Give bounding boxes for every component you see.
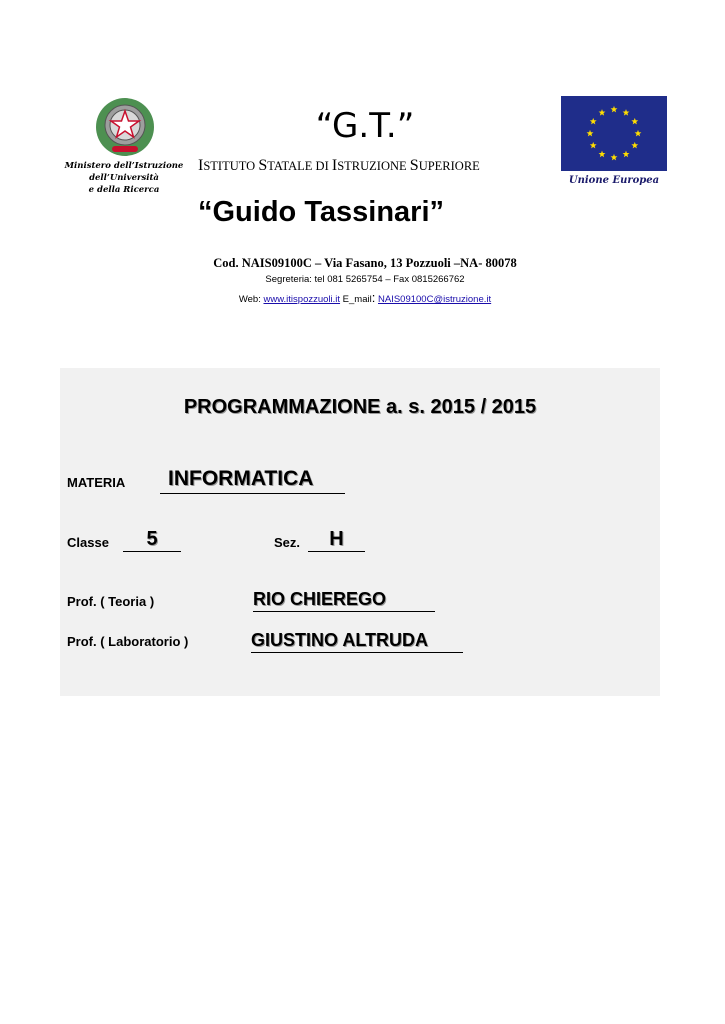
school-name: “Guido Tassinari” bbox=[198, 196, 445, 228]
segreteria-contacts: Segreteria: tel 081 5265754 – Fax 0815266762 bbox=[265, 274, 465, 285]
classe-value: 5 bbox=[123, 527, 181, 552]
ministry-line-2: dell’Università bbox=[89, 173, 159, 183]
classe-label: Classe bbox=[67, 535, 109, 550]
eu-star-icon bbox=[590, 142, 597, 149]
eu-label: Unione Europea bbox=[568, 175, 660, 186]
eu-star-icon bbox=[623, 151, 630, 158]
laboratorio-value: GIUSTINO ALTRUDA bbox=[251, 628, 463, 653]
email-prefix: E_mail bbox=[340, 294, 372, 305]
email-colon: : bbox=[371, 290, 376, 305]
web-email-line bbox=[160, 290, 570, 305]
institute-word: UPERIORE bbox=[418, 159, 480, 173]
teoria-value: RIO CHIEREGO bbox=[253, 587, 435, 612]
eu-star-icon bbox=[599, 109, 606, 116]
eu-star-icon bbox=[611, 106, 618, 113]
eu-star-icon bbox=[631, 118, 638, 125]
eu-star-icon bbox=[587, 130, 594, 137]
gt-title: “G.T.” bbox=[315, 106, 415, 146]
eu-star-icon bbox=[611, 154, 618, 161]
ministry-line-3: e della Ricerca bbox=[88, 185, 160, 195]
laboratorio-label: Prof. ( Laboratorio ) bbox=[67, 634, 189, 649]
teoria-label: Prof. ( Teoria ) bbox=[67, 594, 155, 609]
eu-star-icon bbox=[623, 109, 630, 116]
institute-initial: S bbox=[258, 157, 268, 174]
eu-star-icon bbox=[631, 142, 638, 149]
institute-initial: S bbox=[409, 157, 419, 174]
institute-name bbox=[198, 157, 538, 175]
institute-code-address: Cod. NAIS09100C – Via Fasano, 13 Pozzuoli –NA- 80078 bbox=[213, 256, 517, 270]
institute-word: STRUZIONE bbox=[337, 159, 410, 173]
email-link[interactable]: NAIS09100C@istruzione.it bbox=[378, 294, 492, 305]
sez-label: Sez. bbox=[274, 535, 301, 550]
eu-star-icon bbox=[635, 130, 642, 137]
web-prefix: Web: bbox=[238, 294, 264, 305]
institute-word: TATALE DI bbox=[267, 159, 332, 173]
ministry-caption bbox=[60, 160, 188, 196]
website-link[interactable]: www.itispozzuoli.it bbox=[263, 294, 341, 305]
institute-initial: I bbox=[331, 157, 338, 174]
institute-word: STITUTO bbox=[203, 159, 259, 173]
ministry-line-1: Ministero dell’Istruzione bbox=[64, 161, 184, 171]
italian-republic-emblem-icon bbox=[94, 96, 156, 158]
materia-label: MATERIA bbox=[67, 475, 126, 490]
materia-value: INFORMATICA bbox=[160, 465, 345, 494]
eu-flag-icon bbox=[561, 96, 667, 171]
sez-value: H bbox=[308, 527, 365, 552]
eu-star-icon bbox=[599, 151, 606, 158]
programmazione-title: PROGRAMMAZIONE a. s. 2015 / 2015 bbox=[183, 396, 537, 418]
eu-star-icon bbox=[590, 118, 597, 125]
institute-initial: I bbox=[198, 157, 204, 174]
